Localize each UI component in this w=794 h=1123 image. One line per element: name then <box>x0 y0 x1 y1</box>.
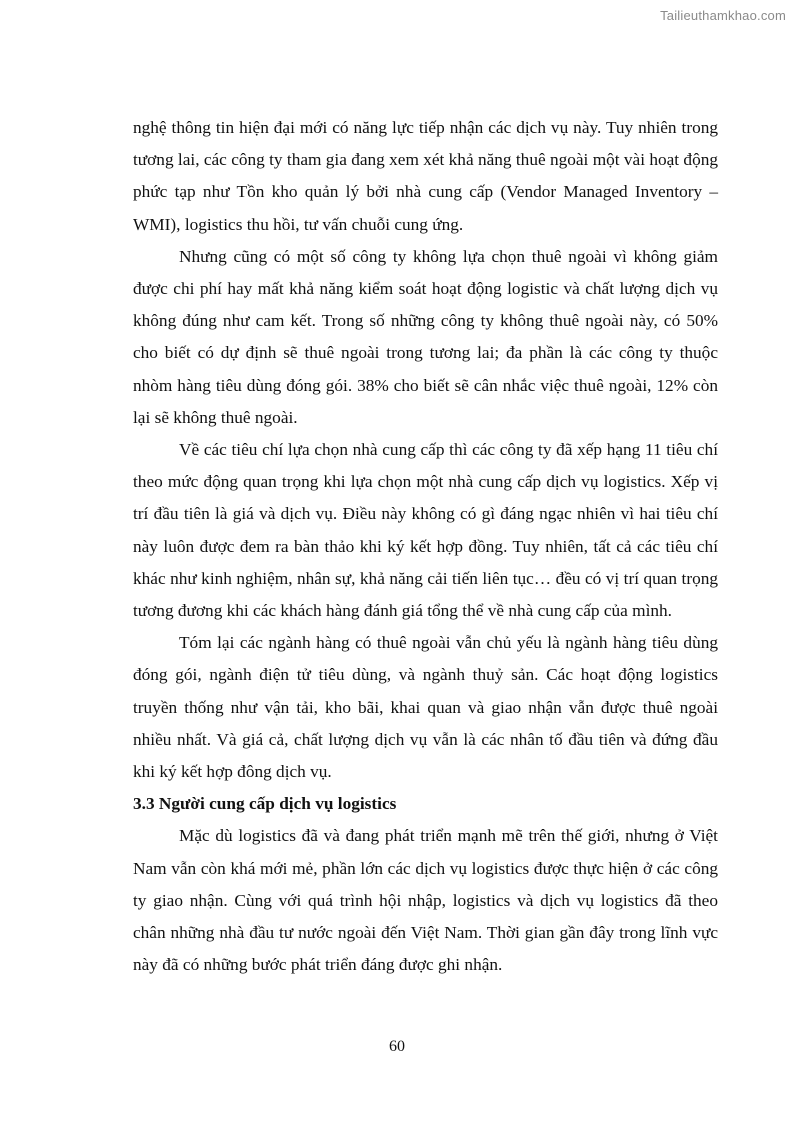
watermark: Tailieuthamkhao.com <box>660 8 786 23</box>
document-body <box>133 112 718 981</box>
paragraph-non-outsourcing: Nhưng cũng có một số công ty không lựa chọn thuê ngoài vì không giảm được chi phí hay mất khả năng kiểm soát hoạt động logistic và chất lượng dịch vụ không đúng như cam kết. Trong số những công ty không thuê ngoài này, có 50% cho biết có dự định sẽ thuê ngoài trong tương lai; đa phần là các công ty thuộc nhòm hàng tiêu dùng đóng gói. 38% cho biết sẽ cân nhắc việc thuê ngoài, 12% còn lại sẽ không thuê ngoài. <box>133 246 718 427</box>
page-number: 60 <box>389 1038 405 1055</box>
paragraph-logistics-providers: Mặc dù logistics đã và đang phát triển mạnh mẽ trên thế giới, nhưng ở Việt Nam vẫn còn khá mới mẻ, phần lớn các dịch vụ logistics được thực hiện ở các công ty giao nhận. Cùng với quá trình hội nhập, logistics và dịch vụ logistics đã theo chân những nhà đầu tư nước ngoài đến Việt Nam. Thời gian gần đây trong lĩnh vực này đã có những bước phát triển đáng được ghi nhận. <box>133 826 718 975</box>
paragraph-summary: Tóm lại các ngành hàng có thuê ngoài vẫn chủ yếu là ngành hàng tiêu dùng đóng gói, ngành điện tử tiêu dùng, và ngành thuỷ sản. Các hoạt động logistics truyền thống như vận tải, kho bãi, khai quan và giao nhận vẫn được thuê ngoài nhiều nhất. Và giá cả, chất lượng dịch vụ vẫn là các nhân tố đầu tiên và đứng đầu khi ký kết hợp đông dịch vụ. <box>133 633 718 782</box>
section-heading: 3.3 Người cung cấp dịch vụ logistics <box>133 794 397 814</box>
paragraph-continuation: nghệ thông tin hiện đại mới có năng lực tiếp nhận các dịch vụ này. Tuy nhiên trong tương lai, các công ty tham gia đang xem xét khả năng thuê ngoài một vài hoạt động phức tạp như Tồn kho quản lý bởi nhà cung cấp (Vendor Managed Inventory – WMI), logistics thu hồi, tư vấn chuỗi cung ứng. <box>133 118 718 234</box>
paragraph-selection-criteria: Về các tiêu chí lựa chọn nhà cung cấp thì các công ty đã xếp hạng 11 tiêu chí theo mức động quan trọng khi lựa chọn một nhà cung cấp dịch vụ logistics. Xếp vị trí đầu tiên là giá và dịch vụ. Điều này không có gì đáng ngạc nhiên vì hai tiêu chí này luôn được đem ra bàn thảo khi ký kết hợp đồng. Tuy nhiên, tất cả các tiêu chí khác như kinh nghiệm, nhân sự, khả năng cải tiến liên tục… đều có vị trí quan trọng tương đương khi các khách hàng đánh giá tổng thể về nhà cung cấp của mình. <box>133 440 718 621</box>
